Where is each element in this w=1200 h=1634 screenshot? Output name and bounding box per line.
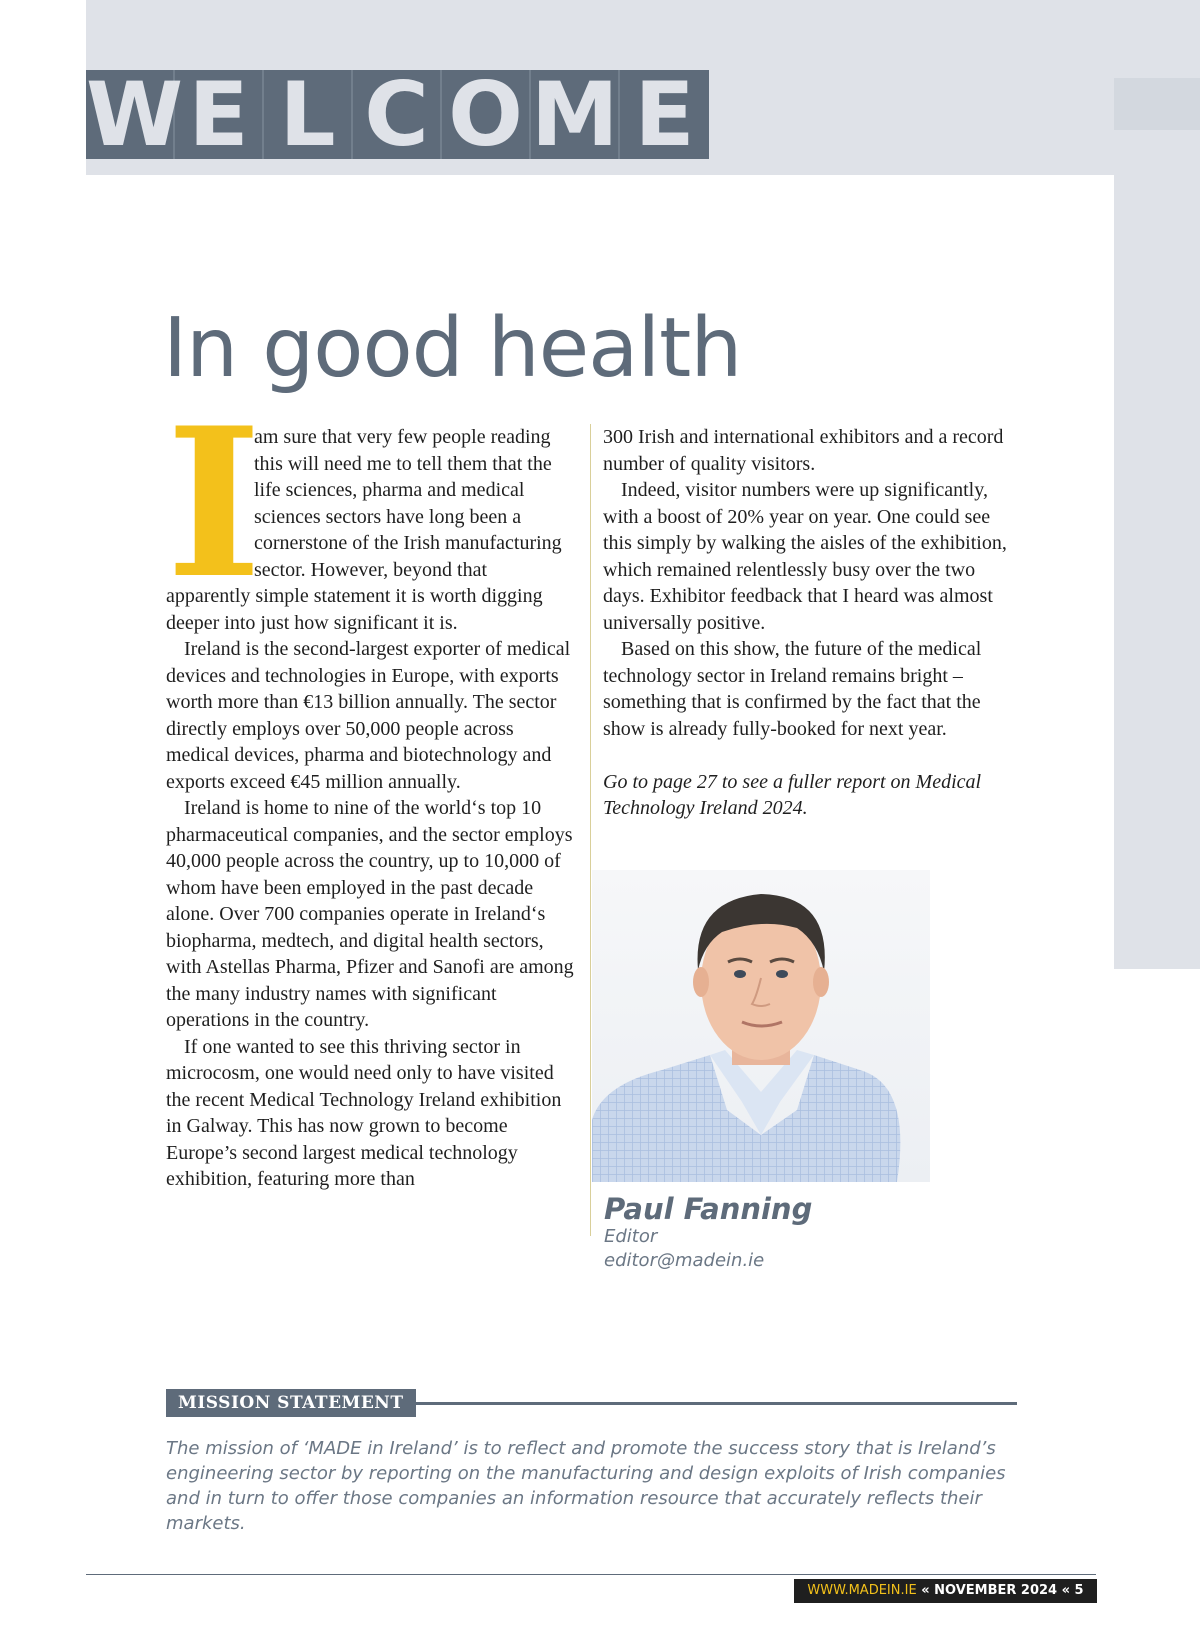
- section-title-letter: L: [264, 70, 353, 159]
- page-edge-tab: [1114, 78, 1200, 130]
- author-name: Paul Fanning: [604, 1192, 813, 1226]
- section-title-letter: W: [86, 63, 184, 166]
- author-photo: [592, 870, 930, 1182]
- author-role: Editor: [604, 1226, 658, 1247]
- section-title-letter: O: [442, 70, 531, 159]
- article-paragraph: Indeed, visitor numbers were up significantly, with a boost of 20% year on year. One could see this simply by walking the aisles of the exhibition, which remained relentlessly busy over the two days. Exhibitor feedback that I heard was almost universally positive.: [603, 479, 1007, 634]
- drop-cap: I: [166, 384, 262, 624]
- article-headline: In good health: [163, 301, 742, 396]
- mission-statement-text: The mission of ‘MADE in Ireland’ is to reflect and promote the success story that is Ireland’s engineering sector by reporting on the manufacturing and design exploits of Irish companies and in turn to offer those companies an information resource that accurately reflects their markets.: [166, 1438, 1006, 1534]
- footer-rule: [86, 1574, 1096, 1575]
- author-portrait-illustration: [592, 870, 930, 1182]
- article-paragraph: 300 Irish and international exhibitors and a record number of quality visitors.: [603, 426, 1004, 475]
- article-paragraph: Based on this show, the future of the medical technology sector in Ireland remains bright –something that is confirmed by the fact that the show is already fully-booked for next year.: [603, 638, 982, 740]
- page-edge-strip: [1114, 175, 1200, 969]
- section-title-letter: E: [175, 70, 264, 159]
- article-paragraph: am sure that very few people reading this will need me to tell them that the life sciences, pharma and medical sciences sectors have long been a cornerstone of the Irish manufacturing sector. However, beyond that apparently simple statement it is worth digging deeper into just how significant it is.: [166, 426, 562, 634]
- page-footer: [794, 1579, 1097, 1603]
- article-paragraph: Ireland is home to nine of the world‘s top 10 pharmaceutical companies, and the sector employs 40,000 people across the country, up to 10,000 of whom have been employed in the past decade alone. Over 700 companies operate in Ireland‘s biopharma, medtech, and digital health sectors, with Astellas Pharma, Pfizer and Sanofi are among the many industry names with significant operations in the country.: [166, 797, 574, 1031]
- author-email-link[interactable]: editor@madein.ie: [604, 1250, 765, 1271]
- mission-rule: [405, 1402, 1017, 1405]
- cross-reference: Go to page 27 to see a fuller report on Medical Technology Ireland 2024.: [603, 770, 982, 819]
- section-title-letter: E: [634, 63, 695, 166]
- section-title-letter: C: [353, 70, 442, 159]
- section-title-letter: M: [531, 63, 619, 166]
- mission-statement-label: MISSION STATEMENT: [166, 1389, 416, 1417]
- column-divider: [590, 424, 591, 1236]
- article-paragraph: If one wanted to see this thriving sector in microcosm, one would need only to have visited the recent Medical Technology Ireland exhibition in Galway. This has now grown to become Europe’s second largest medical technology exhibition, featuring more than: [166, 1035, 562, 1190]
- article-column-left: [166, 384, 576, 1193]
- article-paragraph: Ireland is the second-largest exporter of medical devices and technologies in Europe, with exports worth more than €13 billion annually. The sector directly employs over 50,000 people across medical devices, pharma and biotechnology and exports exceed €45 million annually.: [166, 638, 571, 793]
- section-title-welcome: [86, 63, 709, 166]
- article-column-right: [603, 424, 1021, 822]
- footer-url-link[interactable]: WWW.MADEIN.IE: [807, 1583, 917, 1598]
- footer-issue: « NOVEMBER 2024 « 5: [921, 1583, 1084, 1598]
